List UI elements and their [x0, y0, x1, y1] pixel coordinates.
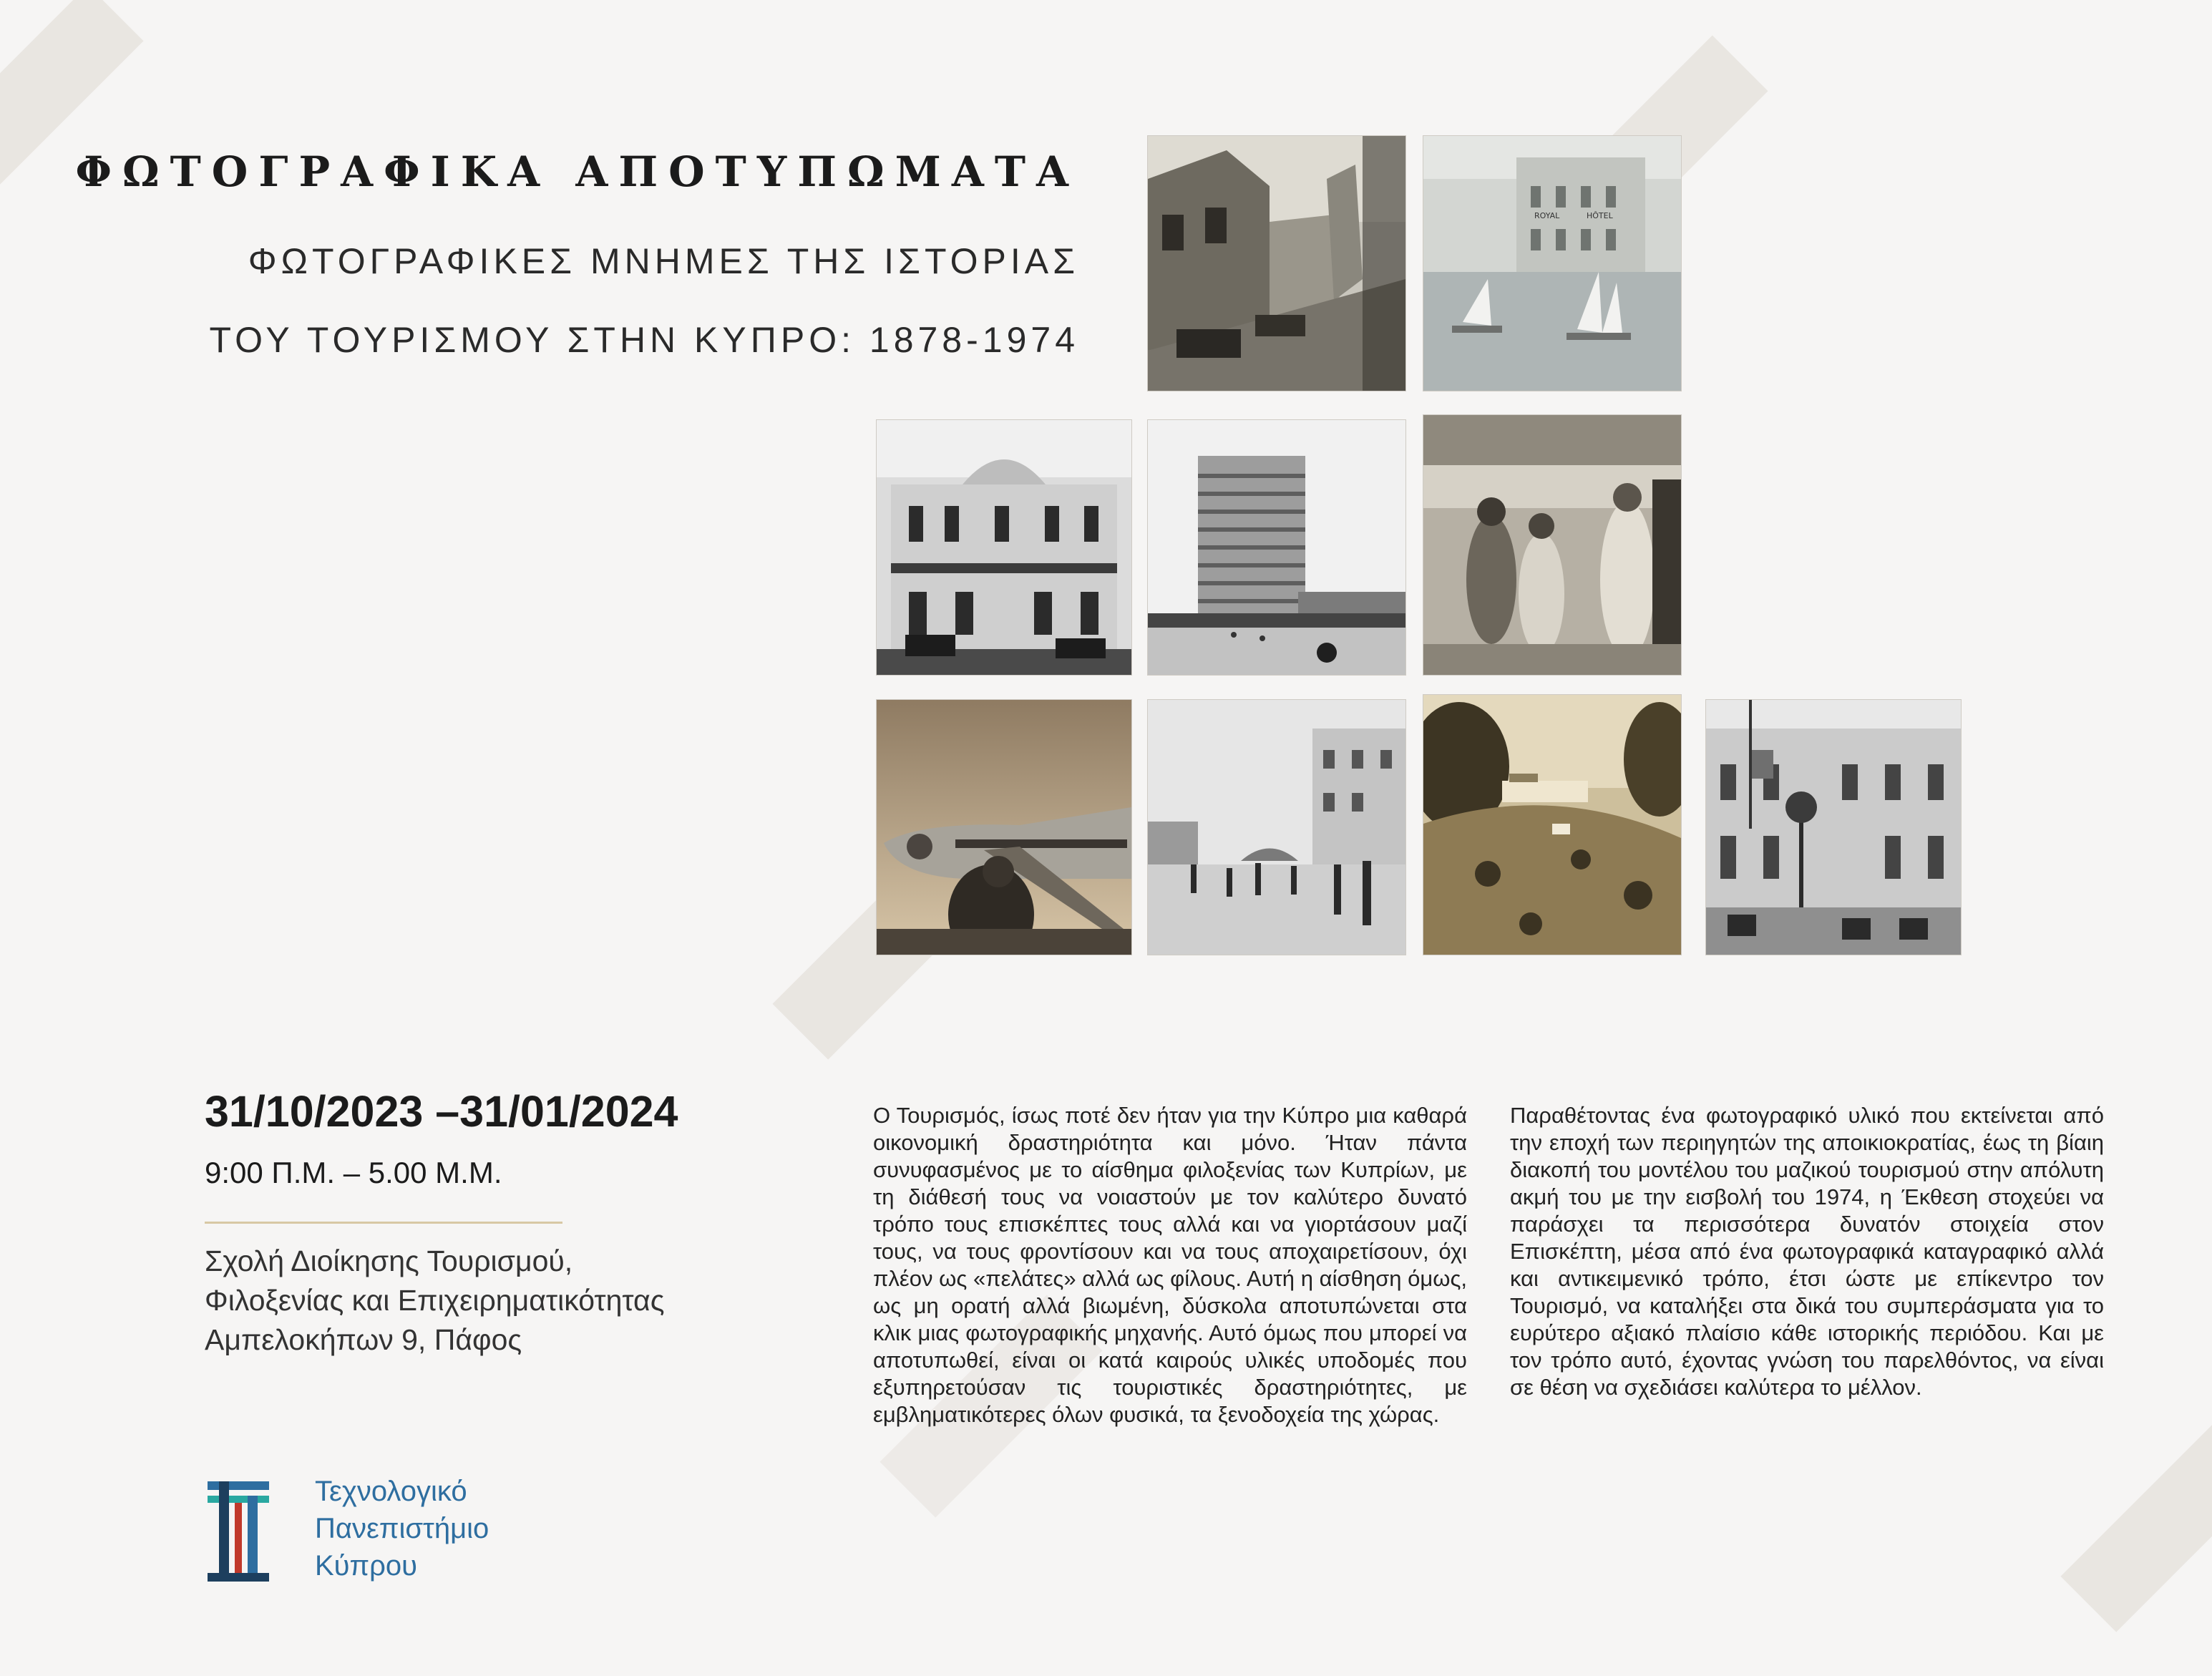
venue-line-2: Φιλοξενίας και Επιχειρηματικότητας	[205, 1284, 665, 1317]
logo-line-3: Κύπρου	[315, 1550, 418, 1582]
venue-line-3: Αμπελοκήπων 9, Πάφος	[205, 1323, 522, 1356]
photo-hotel-with-flags	[1705, 699, 1962, 955]
sign-royal: ROYAL	[1534, 211, 1560, 220]
photo-hillside-hotel	[1423, 694, 1682, 955]
decorative-bar	[2060, 1409, 2212, 1632]
sign-hotel: HÔTEL	[1587, 211, 1613, 220]
photo-airplane	[876, 699, 1132, 955]
logo-line-1: Τεχνολογικό	[315, 1476, 467, 1507]
exhibition-dates: 31/10/2023 –31/01/2024	[205, 1087, 678, 1136]
description-column-2: Παραθέτοντας ένα φωτογραφικό υλικό που εκτείνεται από την εποχή των περιηγητών της αποικιοκρατίας, έως τη βίαιη διακοπή του μοντέλου του μαζικού τουρισμού στην απόλυτη ακμή του με την εισβολή του 1974, η Έκθεση στοχεύει να παράσχει τα περισσότερα δυνατόν στοιχεία στον Επισκέπτη, μέσα από ένα φωτογραφικά καταγραφικό αλλά και αντικειμενικό τρόπο, έτσι ώστε με επίκεντρο τον Τουρισμό, να καταλήξει στα δικά του συμπεράσματα για το ευρύτερο αξιακό πλαίσιο κάθε ιστορικής περιόδου. Και με τον τρόπο αυτό, έχοντας γνώση του παρελθόντος, να είναι σε θέση να σχεδιάσει καλύτερα το μέλλον.	[1510, 1103, 2104, 1400]
photo-street-scene	[1147, 135, 1406, 391]
exhibition-title: ΦΩΤΟΓΡΑΦΙΚΑ ΑΠΟΤΥΠΩΜΑΤΑ	[75, 147, 1079, 196]
photo-modern-beach-hotel	[1147, 419, 1406, 676]
photo-harbor-hotel	[1423, 135, 1682, 391]
photo-group-of-visitors	[1423, 414, 1682, 676]
venue-line-1: Σχολή Διοίκησης Τουρισμού,	[205, 1244, 573, 1277]
divider	[205, 1222, 562, 1224]
logo-line-2: Πανεπιστήμιο	[315, 1513, 489, 1544]
venue-address	[205, 1242, 665, 1360]
photo-beach-crowd	[1147, 699, 1406, 955]
university-logo-text	[315, 1473, 489, 1584]
opening-hours: 9:00 Π.Μ. – 5.00 Μ.Μ.	[205, 1156, 502, 1189]
subtitle-line-1: ΦΩΤΟΓΡΑΦΙΚΕΣ ΜΝΗΜΕΣ ΤΗΣ ΙΣΤΟΡΙΑΣ	[248, 241, 1079, 281]
photo-continental-hotel	[876, 419, 1132, 676]
exhibition-subtitle	[75, 222, 1079, 379]
title-block	[75, 143, 1079, 379]
university-logo-mark	[208, 1481, 269, 1582]
subtitle-line-2: ΤΟΥ ΤΟΥΡΙΣΜΟΥ ΣΤΗΝ ΚΥΠΡΟ: 1878-1974	[209, 320, 1079, 360]
description-column-1: Ο Τουρισμός, ίσως ποτέ δεν ήταν για την Κύπρο μια καθαρά οικονομική δραστηριότητα και μόνο. Ήταν πάντα συνυφασμένος με το αίσθημα φιλοξενίας των Κυπρίων, με τη διάθεσή τους να νοιαστούν με τον καλύτερο δυνατό τρόπο τους επισκέπτες τους αλλά και να γιορτάσουν μαζί τους, να τους φροντίσουν και να τους αποχαιρετίσουν, όχι πλέον ως «πελάτες» αλλά ως φίλους. Αυτή η αίσθηση όμως, ως μη ορατή αλλά βιωμένη, δύσκολα αποτυπώνεται στα κλικ μιας φωτογραφικής μηχανής. Αυτό όμως που μπορεί να αποτυπωθεί, είναι οι κατά καιρούς υλικές υποδομές που εξυπηρετούσαν τις τουριστικές δραστηριότητες, με εμβληματικότερες όλων φυσικά, τα ξενοδοχεία της χώρας.	[873, 1103, 1467, 1427]
